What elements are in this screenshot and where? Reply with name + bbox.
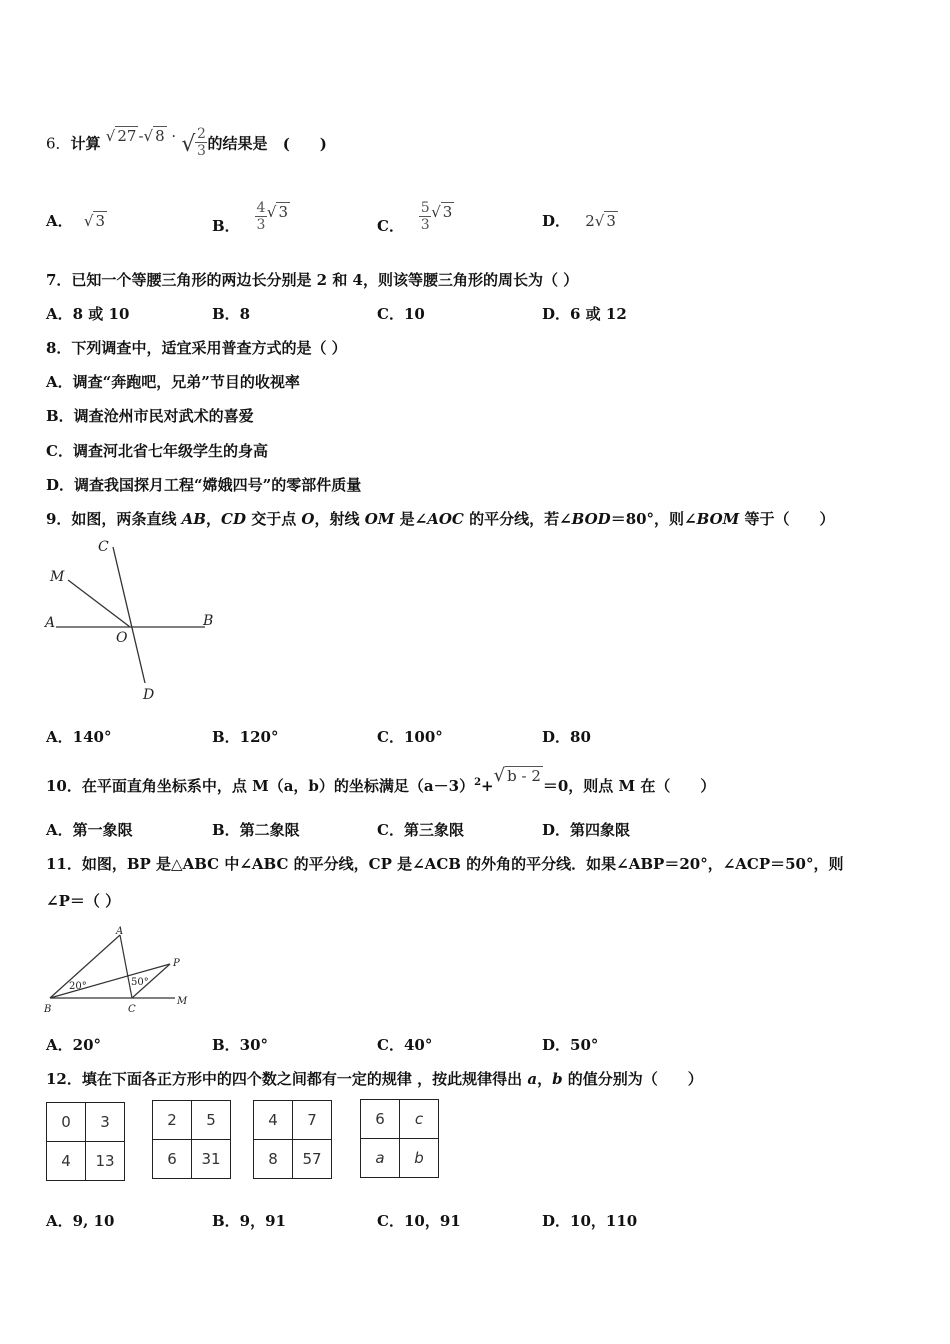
grid-cell: 3 [86, 1103, 125, 1142]
q7-option-b[interactable]: B．8 [212, 305, 251, 323]
label-a: A [45, 615, 56, 631]
q6-frac-num: 2 [196, 126, 206, 142]
q11-option-c[interactable]: C．40° [377, 1036, 433, 1054]
grid-cell: 0 [47, 1103, 86, 1142]
text: BOD [571, 510, 611, 528]
q10-option-a[interactable]: A．第一象限 [46, 821, 133, 839]
q6-number: 6． [46, 134, 71, 153]
q9-figure [40, 535, 230, 705]
q7-option-c[interactable]: C．10 [377, 305, 425, 323]
q6-radicand-a: 27 [117, 126, 137, 145]
text: 的平分线，若∠ [463, 510, 572, 528]
grid-cell: 4 [254, 1101, 293, 1140]
q6-radicand-b: 8 [155, 126, 165, 145]
text: ， [206, 510, 222, 528]
q6-fraction [195, 126, 207, 159]
option-label: A． [46, 212, 73, 230]
text: 是∠ [394, 510, 428, 528]
q6-prefix: 计算 [70, 134, 101, 153]
grid-cell: c [400, 1100, 439, 1139]
grid-cell: 2 [153, 1101, 192, 1140]
q10-stem [46, 765, 716, 796]
text: 等于（ ） [739, 510, 835, 528]
q8-option-c[interactable]: C．调查河北省七年级学生的身高 [46, 442, 268, 460]
q11-option-a[interactable]: A．20° [46, 1036, 102, 1054]
grid-cell: 5 [192, 1101, 231, 1140]
label-c: C [128, 1004, 136, 1015]
frac-num: 4 [256, 200, 266, 216]
q6-root-sign: √ [181, 131, 196, 157]
label-angle-20: 20° [69, 981, 87, 992]
sqrt-icon: √ [431, 202, 441, 221]
q8-option-a[interactable]: A．调查“奔跑吧，兄弟”节目的收视率 [46, 373, 300, 391]
text: 9．如图，两条直线 [46, 510, 182, 528]
q6-b-radicand: 3 [278, 202, 289, 221]
option-label: C． [377, 216, 404, 235]
q9-option-b[interactable]: B．120° [212, 728, 279, 746]
q11-stem-line2: ∠P＝（ ） [46, 892, 121, 910]
label-a: A [116, 926, 124, 937]
grid-cell: 4 [47, 1142, 86, 1181]
label-b: B [44, 1004, 52, 1015]
label-m: M [177, 996, 188, 1007]
q10-option-c[interactable]: C．第三象限 [377, 821, 464, 839]
grid-cell: 13 [86, 1142, 125, 1181]
q6-frac-den: 3 [196, 143, 206, 159]
q6-d-coef: 2 [585, 212, 595, 230]
q7-stem: 7．已知一个等腰三角形的两边长分别是 2 和 4，则该等腰三角形的周长为（ ） [46, 271, 579, 289]
label-p: P [173, 958, 180, 969]
ray-om [68, 580, 130, 627]
q10-option-d[interactable]: D．第四象限 [542, 821, 631, 839]
text: CD [221, 510, 246, 528]
q9-option-c[interactable]: C．100° [377, 728, 443, 746]
grid-cell: a [361, 1139, 400, 1178]
text: a [527, 1070, 538, 1088]
q11-stem-line1: 11．如图，BP 是△ABC 中∠ABC 的平分线，CP 是∠ACB 的外角的平分线．如果∠ABP＝20°，∠ACP＝50°，则 [46, 855, 844, 873]
text: 12．填在下面各正方形中的四个数之间都有一定的规律 ，按此规律得出 [46, 1070, 528, 1088]
label-d: D [143, 687, 155, 703]
q9-option-a[interactable]: A．140° [46, 728, 112, 746]
grid-cell: 6 [361, 1100, 400, 1139]
q6-paren: ( ) [282, 134, 327, 153]
label-angle-50: 50° [131, 977, 149, 988]
q12-option-c[interactable]: C．10，91 [377, 1212, 461, 1230]
q12-option-b[interactable]: B．9，91 [212, 1212, 286, 1230]
sqrt-icon: √ [266, 202, 277, 221]
option-label: B． [212, 216, 240, 235]
frac-den: 3 [256, 217, 266, 233]
q6-stem [46, 128, 327, 161]
q6-option-c[interactable] [377, 200, 454, 233]
grid-cell: 8 [254, 1140, 293, 1179]
text: BOM [696, 510, 740, 528]
line-cd [113, 547, 145, 683]
q8-stem: 8．下列调查中，适宜采用普查方式的是（ ） [46, 339, 347, 357]
sqrt-icon: √ [594, 212, 605, 230]
text: 的值分别为（ ） [562, 1070, 703, 1088]
q9-option-d[interactable]: D．80 [542, 728, 591, 746]
q12-stem [46, 1069, 703, 1089]
q10-part2: ＝0，则点 M 在（ ） [542, 777, 716, 795]
q12-option-d[interactable]: D．10，110 [542, 1212, 638, 1230]
q8-option-b[interactable]: B．调查沧州市民对武术的喜爱 [46, 407, 254, 425]
q9-stem [46, 509, 835, 529]
label-m: M [50, 569, 65, 585]
sqrt-icon: √ [83, 212, 94, 230]
q12-grid-3 [253, 1100, 332, 1179]
seg-ac [120, 935, 132, 998]
q10-part1: 10．在平面直角坐标系中，点 M（a，b）的坐标满足（a－3） [46, 777, 475, 795]
q6-suffix: 的结果是 [207, 134, 268, 153]
text: ，射线 [314, 510, 365, 528]
text: AB [181, 510, 206, 528]
q6-c-radicand: 3 [442, 202, 453, 221]
q12-grid-2 [152, 1100, 231, 1179]
q10-option-b[interactable]: B．第二象限 [212, 821, 300, 839]
option-label: D． [542, 212, 571, 230]
text: b [552, 1070, 563, 1088]
q7-option-d[interactable]: D．6 或 12 [542, 305, 627, 323]
q11-option-b[interactable]: B．30° [212, 1036, 269, 1054]
q12-grid-1 [46, 1102, 125, 1181]
q12-option-a[interactable]: A．9, 10 [46, 1212, 115, 1230]
grid-cell: 57 [293, 1140, 332, 1179]
q6-d-radicand: 3 [606, 212, 616, 230]
text: ＝80°，则∠ [610, 510, 697, 528]
q6-option-d[interactable] [542, 211, 618, 231]
sqrt-icon: √ [493, 765, 506, 786]
q7-option-a[interactable]: A．8 或 10 [46, 305, 130, 323]
q11-figure [40, 922, 200, 1022]
text: OM [364, 510, 395, 528]
q10-superscript: 2 [474, 777, 482, 788]
label-o: O [116, 630, 128, 646]
text: 交于点 [245, 510, 302, 528]
q12-grid-4 [360, 1099, 439, 1178]
grid-cell: b [400, 1139, 439, 1178]
text: O [301, 510, 315, 528]
text: AOC [427, 510, 464, 528]
frac-num: 5 [420, 200, 430, 216]
label-c: C [98, 539, 109, 555]
q8-option-d[interactable]: D．调查我国探月工程“嫦娥四号”的零部件质量 [46, 476, 362, 494]
q11-option-d[interactable]: D．50° [542, 1036, 599, 1054]
label-b: B [203, 613, 214, 629]
q6-a-radicand: 3 [95, 212, 105, 230]
q10-radicand: b - 2 [507, 767, 541, 785]
grid-cell: 6 [153, 1140, 192, 1179]
q6-b-fraction [255, 200, 267, 233]
q10-plus: + [481, 777, 494, 795]
frac-den: 3 [420, 217, 430, 233]
grid-cell: 7 [293, 1101, 332, 1140]
q6-option-b[interactable] [212, 200, 290, 233]
q6-expression: √ 27 -√ 8 · [105, 126, 177, 145]
grid-cell: 31 [192, 1140, 231, 1179]
q6-c-fraction [419, 200, 431, 233]
text: ， [537, 1070, 553, 1088]
q6-option-a[interactable] [46, 211, 107, 231]
